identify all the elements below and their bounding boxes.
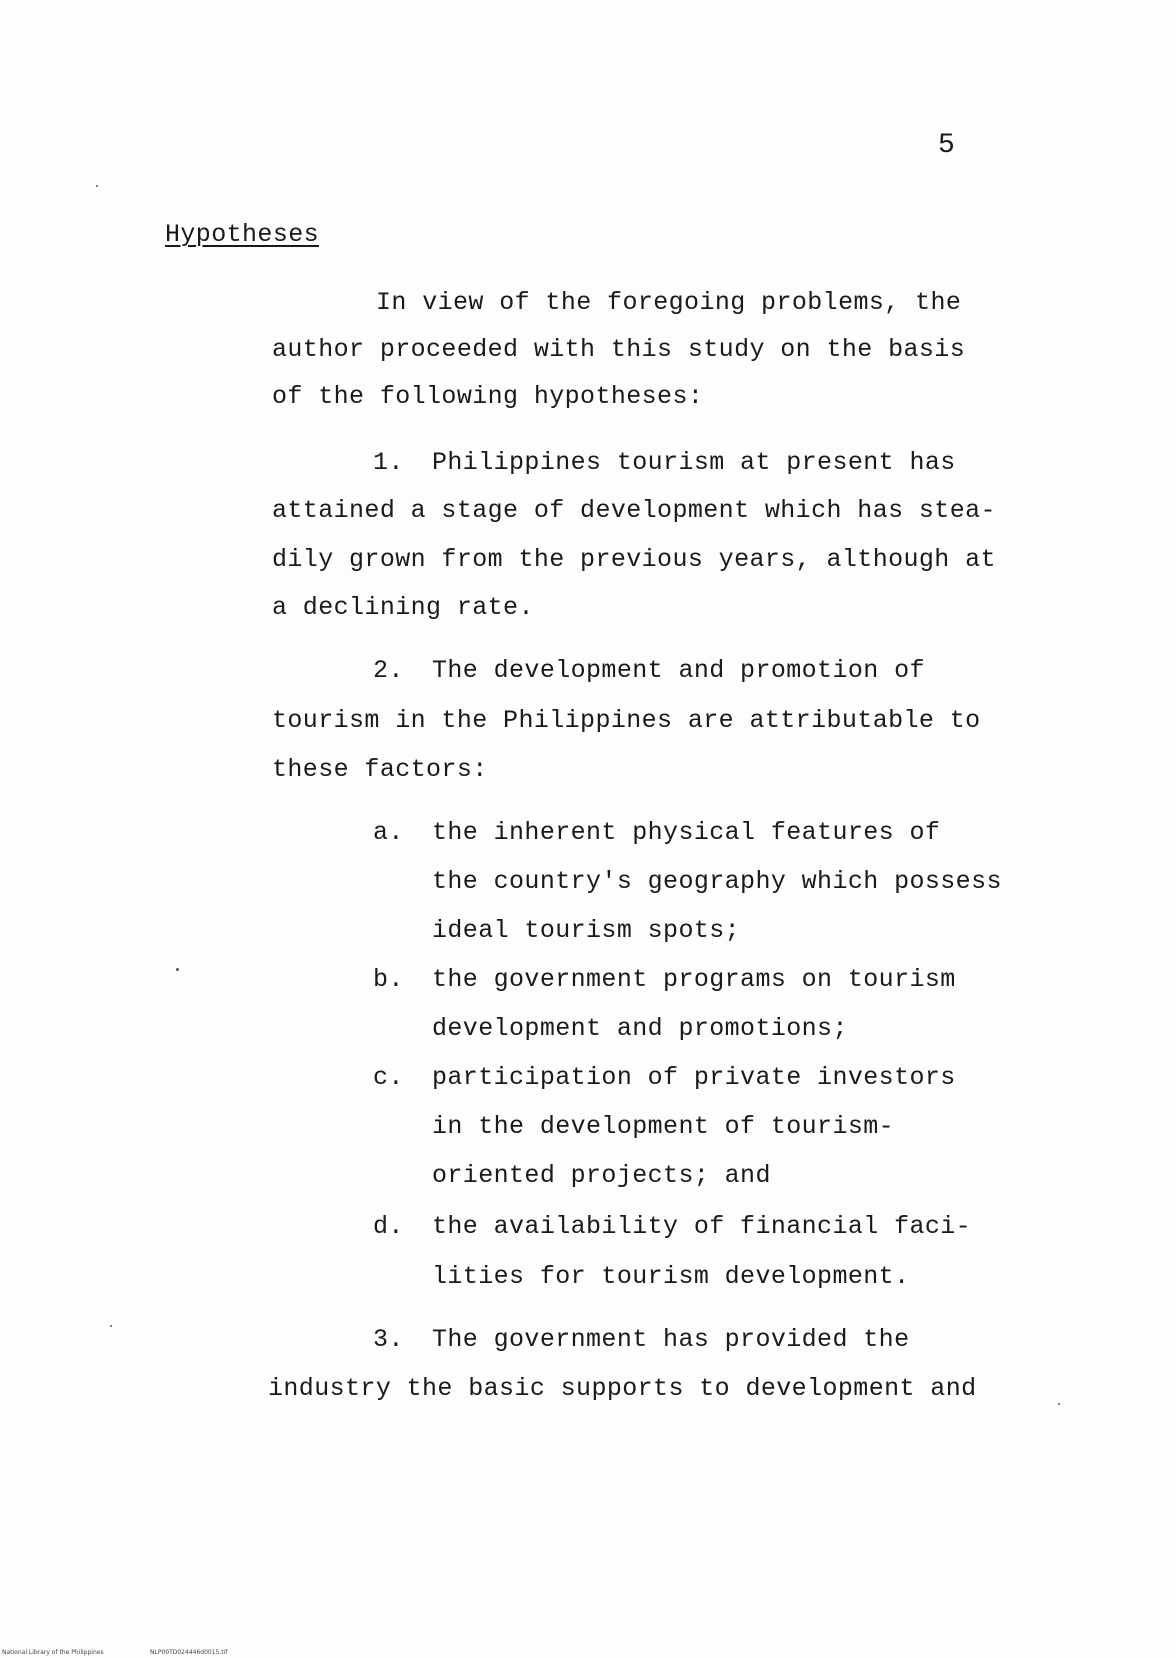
hypothesis-3-marker: 3. [373,1325,404,1354]
section-heading: Hypotheses [165,220,320,249]
factor-a-line-1: the inherent physical features of [432,818,941,847]
hypothesis-1-line-2: attained a stage of development which has stea- [272,496,996,525]
factor-a-line-2: the country's geography which possess [432,867,1002,896]
factor-c-marker: c. [373,1063,404,1092]
hypothesis-2-line-2: tourism in the Philippines are attributable to [272,706,981,735]
hypothesis-1-line-3: dily grown from the previous years, although at [272,545,996,574]
footer-file-id: NLP00TD024446d0015.tif [150,1649,228,1656]
hypothesis-2-line-1: The development and promotion of [432,656,925,685]
factor-d-line-2: lities for tourism development. [432,1262,910,1291]
footer-library: National Library of the Philippines [2,1649,104,1656]
factor-b-marker: b. [373,965,404,994]
intro-line-3: of the following hypotheses: [272,382,704,411]
factor-c-line-2: in the development of tourism- [432,1112,895,1141]
factor-d-line-1: the availability of financial faci- [432,1212,972,1241]
hypothesis-3-line-2: industry the basic supports to development and [268,1374,977,1403]
hypothesis-3-line-1: The government has provided the [432,1325,910,1354]
factor-a-marker: a. [373,818,404,847]
factor-c-line-3: oriented projects; and [432,1161,771,1190]
factor-c-line-1: participation of private investors [432,1063,956,1092]
scan-speck [1058,1403,1060,1405]
page-number: 5 [938,130,956,161]
intro-line-2: author proceeded with this study on the basis [272,335,966,364]
scan-speck [110,1325,112,1327]
hypothesis-1-line-4: a declining rate. [272,593,534,622]
factor-b-line-2: development and promotions; [432,1014,848,1043]
scan-speck [176,968,179,971]
hypothesis-1-marker: 1. [373,448,404,477]
factor-a-line-3: ideal tourism spots; [432,916,741,945]
hypothesis-2-line-3: these factors: [272,755,488,784]
factor-d-marker: d. [373,1212,404,1241]
hypothesis-1-line-1: Philippines tourism at present has [432,448,956,477]
scan-speck [96,185,98,187]
intro-line-1: In view of the foregoing problems, the [376,288,962,317]
hypothesis-2-marker: 2. [373,656,404,685]
factor-b-line-1: the government programs on tourism [432,965,956,994]
